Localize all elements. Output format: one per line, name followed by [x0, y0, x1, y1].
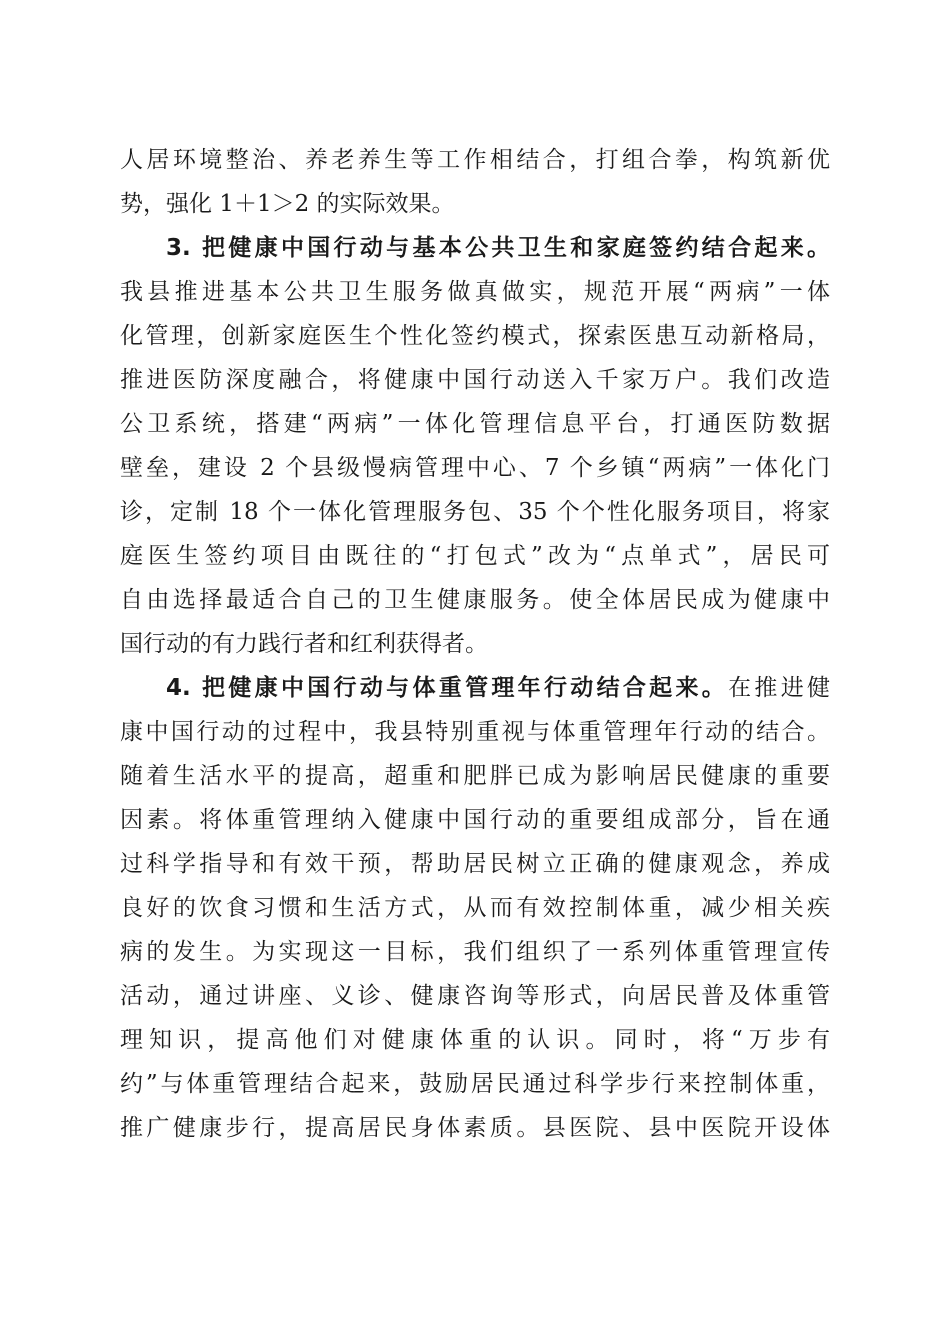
- text-line: 康中国行动的过程中，我县特别重视与体重管理年行动的结合。: [120, 719, 830, 745]
- text-line: 病的发生。为实现这一目标，我们组织了一系列体重管理宣传: [120, 939, 830, 965]
- text-line: 活动，通过讲座、义诊、健康咨询等形式，向居民普及体重管: [120, 983, 830, 1009]
- text-line: 化管理，创新家庭医生个性化签约模式，探索医患互动新格局，: [120, 323, 830, 349]
- text-line: 约”与体重管理结合起来，鼓励居民通过科学步行来控制体重，: [120, 1071, 830, 1097]
- text-line: 公卫系统，搭建“两病”一体化管理信息平台，打通医防数据: [120, 411, 830, 437]
- text-line: 我县推进基本公共卫生服务做真做实，规范开展“两病”一体: [120, 279, 830, 305]
- text-line: 推进医防深度融合，将健康中国行动送入千家万户。我们改造: [120, 367, 830, 393]
- text-line: 国行动的有力践行者和红利获得者。: [120, 631, 488, 657]
- text-line: 因素。将体重管理纳入健康中国行动的重要组成部分，旨在通: [120, 807, 830, 833]
- text-line: 良好的饮食习惯和生活方式，从而有效控制体重，减少相关疾: [120, 895, 830, 921]
- text-line: 壁垒，建设 2 个县级慢病管理中心、7 个乡镇“两病”一体化门: [120, 455, 830, 481]
- text-line: 诊，定制 18 个一体化管理服务包、35 个个性化服务项目，将家: [120, 499, 830, 525]
- text-line: 庭医生签约项目由既往的“打包式”改为“点单式”，居民可: [120, 543, 830, 569]
- section-heading-4: 4. 把健康中国行动与体重管理年行动结合起来。: [166, 675, 729, 701]
- text-line: 人居环境整治、养老养生等工作相结合，打组合拳，构筑新优: [120, 147, 830, 173]
- text-line: 理知识，提高他们对健康体重的认识。同时，将“万步有: [120, 1027, 830, 1053]
- text-line: 过科学指导和有效干预，帮助居民树立正确的健康观念，养成: [120, 851, 830, 877]
- text-line: 推广健康步行，提高居民身体素质。县医院、县中医院开设体: [120, 1115, 830, 1141]
- text-line: 随着生活水平的提高，超重和肥胖已成为影响居民健康的重要: [120, 763, 830, 789]
- section-heading-3: 3. 把健康中国行动与基本公共卫生和家庭签约结合起来。: [166, 235, 830, 261]
- text-line: 势，强化 1＋1＞2 的实际效果。: [120, 191, 455, 217]
- heading-tail-text: 在推进健: [728, 675, 831, 701]
- section-heading-line-4: [166, 666, 830, 710]
- text-line: 自由选择最适合自己的卫生健康服务。使全体居民成为健康中: [120, 587, 830, 613]
